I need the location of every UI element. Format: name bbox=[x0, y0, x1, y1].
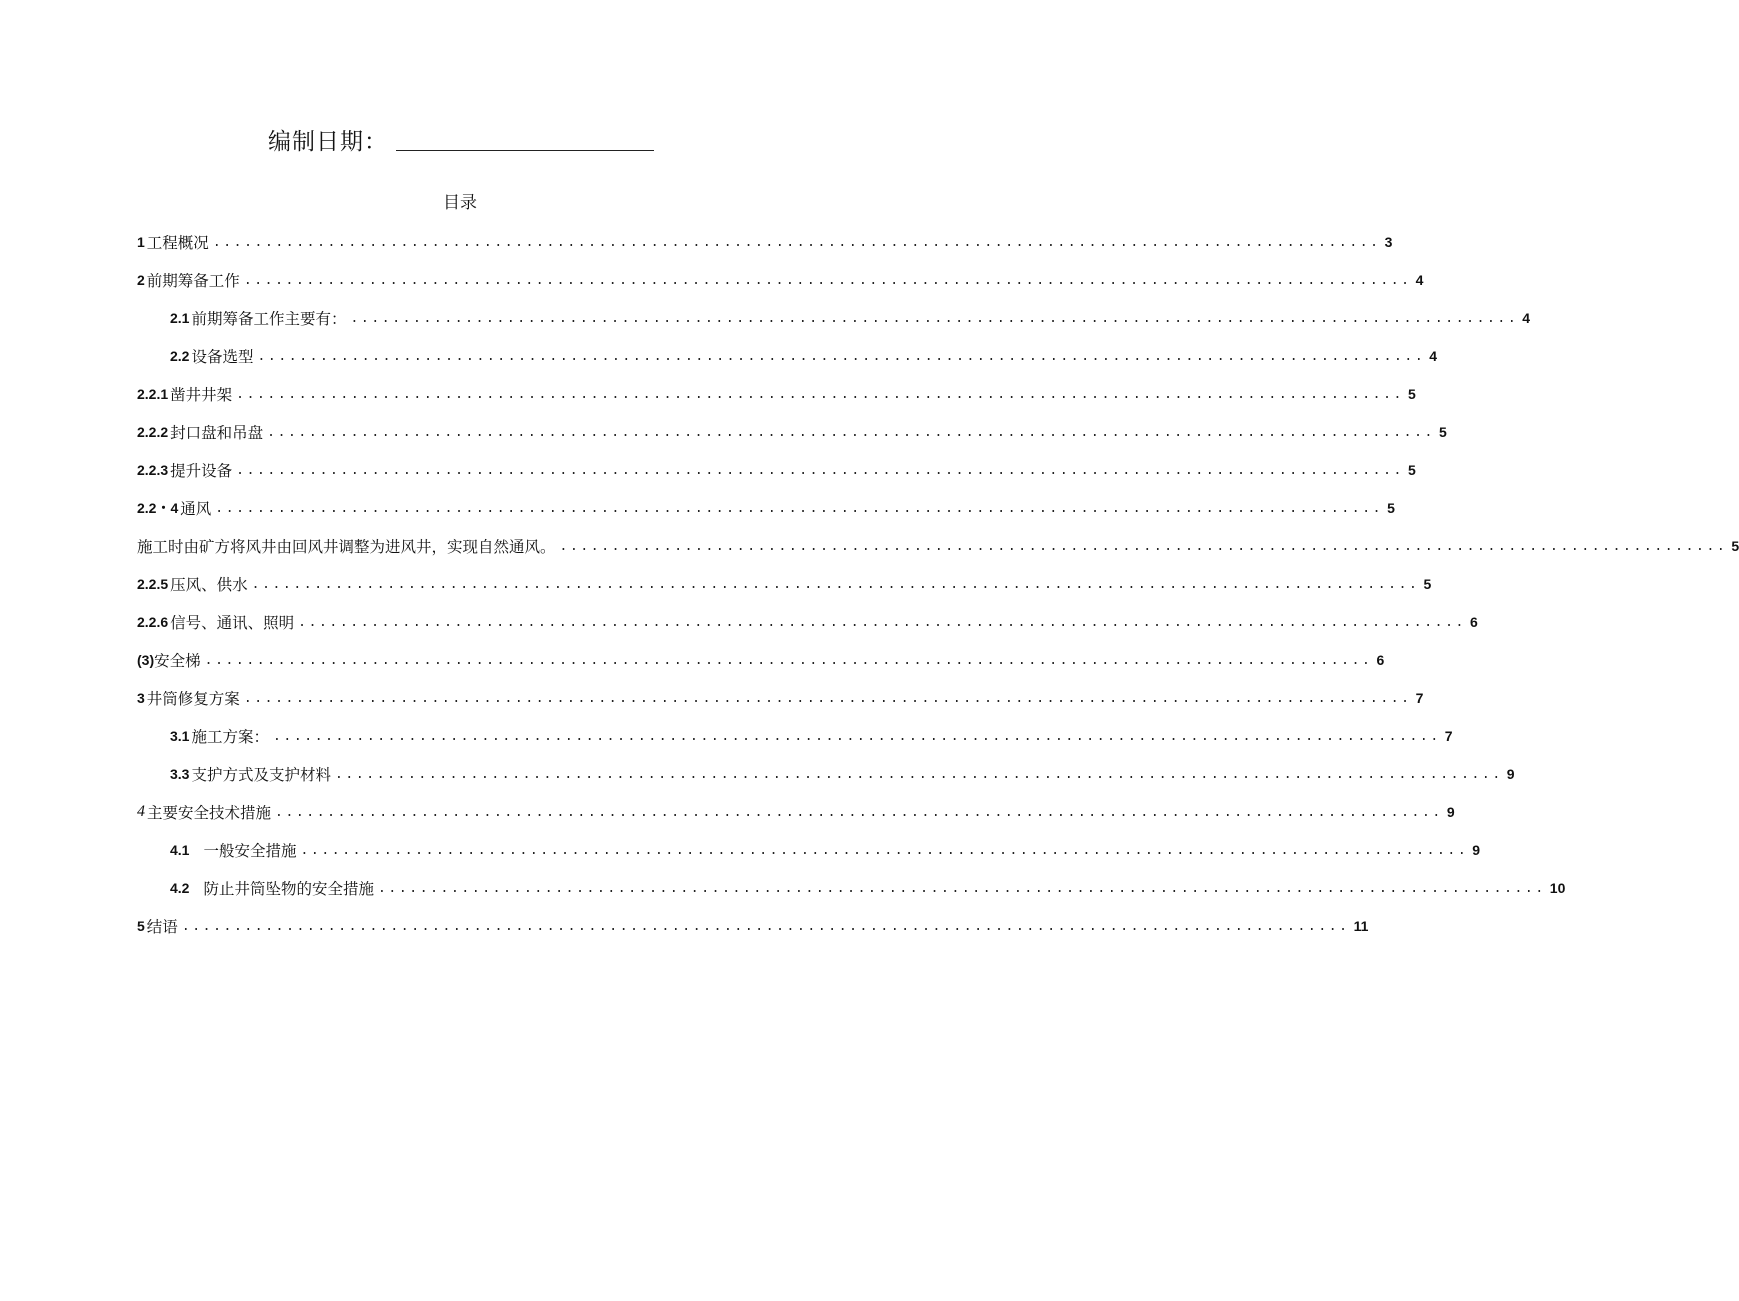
toc-leader: ................................................................................................................ bbox=[251, 576, 1420, 592]
toc-entry[interactable] bbox=[170, 723, 1453, 749]
toc-entry-page: 3 bbox=[1384, 234, 1393, 250]
toc-entry-label: 施工时由矿方将风井由回风井调整为进风井，实现自然通风。 bbox=[137, 538, 556, 556]
toc-entry-number: 1 bbox=[137, 234, 145, 250]
toc-entry-page: 6 bbox=[1376, 652, 1385, 668]
compile-date-blank bbox=[396, 126, 654, 151]
compile-date-line bbox=[268, 122, 654, 156]
toc-leader: ................................................................................................................ bbox=[334, 766, 1503, 782]
toc-entry-page: 5 bbox=[1407, 462, 1416, 478]
toc-entry-number: 4.2 bbox=[170, 880, 190, 896]
toc-entry-page: 6 bbox=[1469, 614, 1478, 630]
toc-entry-label: 主要安全技术措施 bbox=[147, 804, 272, 822]
toc-entry-number: 2 bbox=[137, 272, 145, 288]
toc-leader: ................................................................................................................ bbox=[236, 386, 1404, 402]
toc-entry-number: 2.1 bbox=[170, 310, 190, 326]
toc-leader: ................................................................................................................ bbox=[215, 500, 1384, 516]
toc-entry[interactable] bbox=[137, 381, 1416, 407]
toc-entry-number: 2.2.2 bbox=[137, 424, 169, 440]
toc-leader: ................................................................................................................ bbox=[350, 310, 1519, 326]
toc-entry-label: 一般安全措施 bbox=[203, 842, 297, 860]
toc-entry-page: 5 bbox=[1423, 576, 1432, 592]
toc-leader: ................................................................................................................ bbox=[243, 272, 1412, 288]
toc-entry[interactable] bbox=[137, 609, 1478, 635]
toc-entry-page: 5 bbox=[1407, 386, 1416, 402]
toc-entry-number: 5 bbox=[137, 918, 145, 934]
toc-entry-page: 10 bbox=[1549, 880, 1566, 896]
toc-leader: ................................................................................................................ bbox=[298, 614, 1466, 630]
toc-entry-number: (3) bbox=[137, 652, 155, 668]
toc-entry[interactable] bbox=[137, 913, 1369, 939]
toc-entry-label: 凿井井架 bbox=[170, 386, 233, 404]
toc-entry[interactable] bbox=[137, 267, 1424, 293]
toc-entry-label: 提升设备 bbox=[170, 462, 233, 480]
toc-entry-page: 11 bbox=[1353, 918, 1369, 934]
toc-entry[interactable] bbox=[137, 685, 1424, 711]
toc-entry[interactable] bbox=[137, 571, 1432, 597]
toc-entry-number: 3 bbox=[137, 690, 145, 706]
toc-entry-number: 2.2.6 bbox=[137, 614, 169, 630]
toc-leader: ................................................................................................................ bbox=[243, 690, 1412, 706]
toc-leader: ................................................................................................................ bbox=[300, 842, 1469, 858]
toc-entry-page: 4 bbox=[1522, 310, 1531, 326]
toc-entry-number: 2.2 bbox=[170, 348, 190, 364]
toc-entry-page: 7 bbox=[1444, 728, 1453, 744]
toc-entry-label: 防止井筒坠物的安全措施 bbox=[203, 880, 374, 898]
toc-entry[interactable] bbox=[137, 647, 1385, 673]
toc-entry-label: 安全梯 bbox=[154, 652, 201, 670]
toc-entry-label: 压风、供水 bbox=[170, 576, 248, 594]
toc-entry-number: 4.1 bbox=[170, 842, 190, 858]
toc-entry-number: 2.2.5 bbox=[137, 576, 169, 592]
toc-entry-label: 结语 bbox=[146, 918, 178, 936]
toc-entry-page: 9 bbox=[1506, 766, 1515, 782]
toc-entry[interactable] bbox=[170, 837, 1481, 863]
compile-date-label: 编制日期： bbox=[268, 129, 388, 155]
toc-entry-label: 设备选型 bbox=[191, 348, 254, 366]
toc-entry-label: 井筒修复方案 bbox=[146, 690, 240, 708]
toc-leader: ................................................................................................................ bbox=[181, 918, 1350, 934]
toc-entry[interactable] bbox=[137, 799, 1455, 825]
toc-leader: ................................................................................................................ bbox=[212, 234, 1381, 250]
toc-entry-label: 封口盘和吊盘 bbox=[170, 424, 264, 442]
toc-entry-page: 5 bbox=[1387, 500, 1395, 516]
toc-entry[interactable] bbox=[137, 457, 1416, 483]
toc-entry[interactable] bbox=[137, 495, 1395, 521]
toc-entry-number: 3.1 bbox=[170, 728, 190, 744]
toc-leader: ................................................................................................................ bbox=[559, 538, 1728, 554]
toc-entry[interactable] bbox=[137, 533, 1739, 559]
toc-entry-page: 7 bbox=[1415, 690, 1424, 706]
toc-entry-label: 前期筹备工作 bbox=[146, 272, 240, 290]
toc-entry-number: 4 bbox=[137, 803, 145, 820]
toc-entry-number: 2.2.3 bbox=[137, 462, 169, 478]
toc-entry-label: 通风 bbox=[180, 500, 212, 518]
toc-entry-number: 2.2.1 bbox=[137, 386, 169, 402]
toc-leader: ................................................................................................................ bbox=[275, 804, 1443, 820]
toc-entry-page: 9 bbox=[1472, 842, 1481, 858]
toc-leader: ................................................................................................................ bbox=[377, 880, 1546, 896]
toc-entry-number: 2.2・4 bbox=[137, 500, 179, 516]
toc-entry-label: 施工方案： bbox=[191, 728, 269, 746]
toc-entry[interactable] bbox=[170, 305, 1531, 331]
toc-entry[interactable] bbox=[137, 229, 1393, 255]
toc-entry[interactable] bbox=[137, 419, 1447, 445]
toc-leader: ................................................................................................................ bbox=[204, 652, 1373, 668]
toc-entry-number: 3.3 bbox=[170, 766, 190, 782]
toc-entry-label: 工程概况 bbox=[146, 234, 209, 252]
toc-entry-page: 5 bbox=[1438, 424, 1447, 440]
toc-entry-label: 前期筹备工作主要有： bbox=[191, 310, 347, 328]
toc-entry[interactable] bbox=[170, 761, 1515, 787]
toc-entry[interactable] bbox=[170, 875, 1566, 901]
toc-leader: ................................................................................................................ bbox=[236, 462, 1404, 478]
toc-entry-page: 4 bbox=[1429, 348, 1438, 364]
toc-entry-page: 5 bbox=[1731, 538, 1739, 554]
toc-leader: ................................................................................................................ bbox=[257, 348, 1426, 364]
toc-leader: ................................................................................................................ bbox=[272, 728, 1441, 744]
toc-title: 目录 bbox=[443, 193, 477, 213]
toc-leader: ................................................................................................................ bbox=[267, 424, 1435, 440]
toc-entry-label: 信号、通讯、照明 bbox=[170, 614, 295, 632]
toc-entry[interactable] bbox=[170, 343, 1438, 369]
toc-entry-label: 支护方式及支护材料 bbox=[191, 766, 331, 784]
toc-entry-page: 9 bbox=[1446, 804, 1455, 820]
toc-entry-page: 4 bbox=[1415, 272, 1424, 288]
